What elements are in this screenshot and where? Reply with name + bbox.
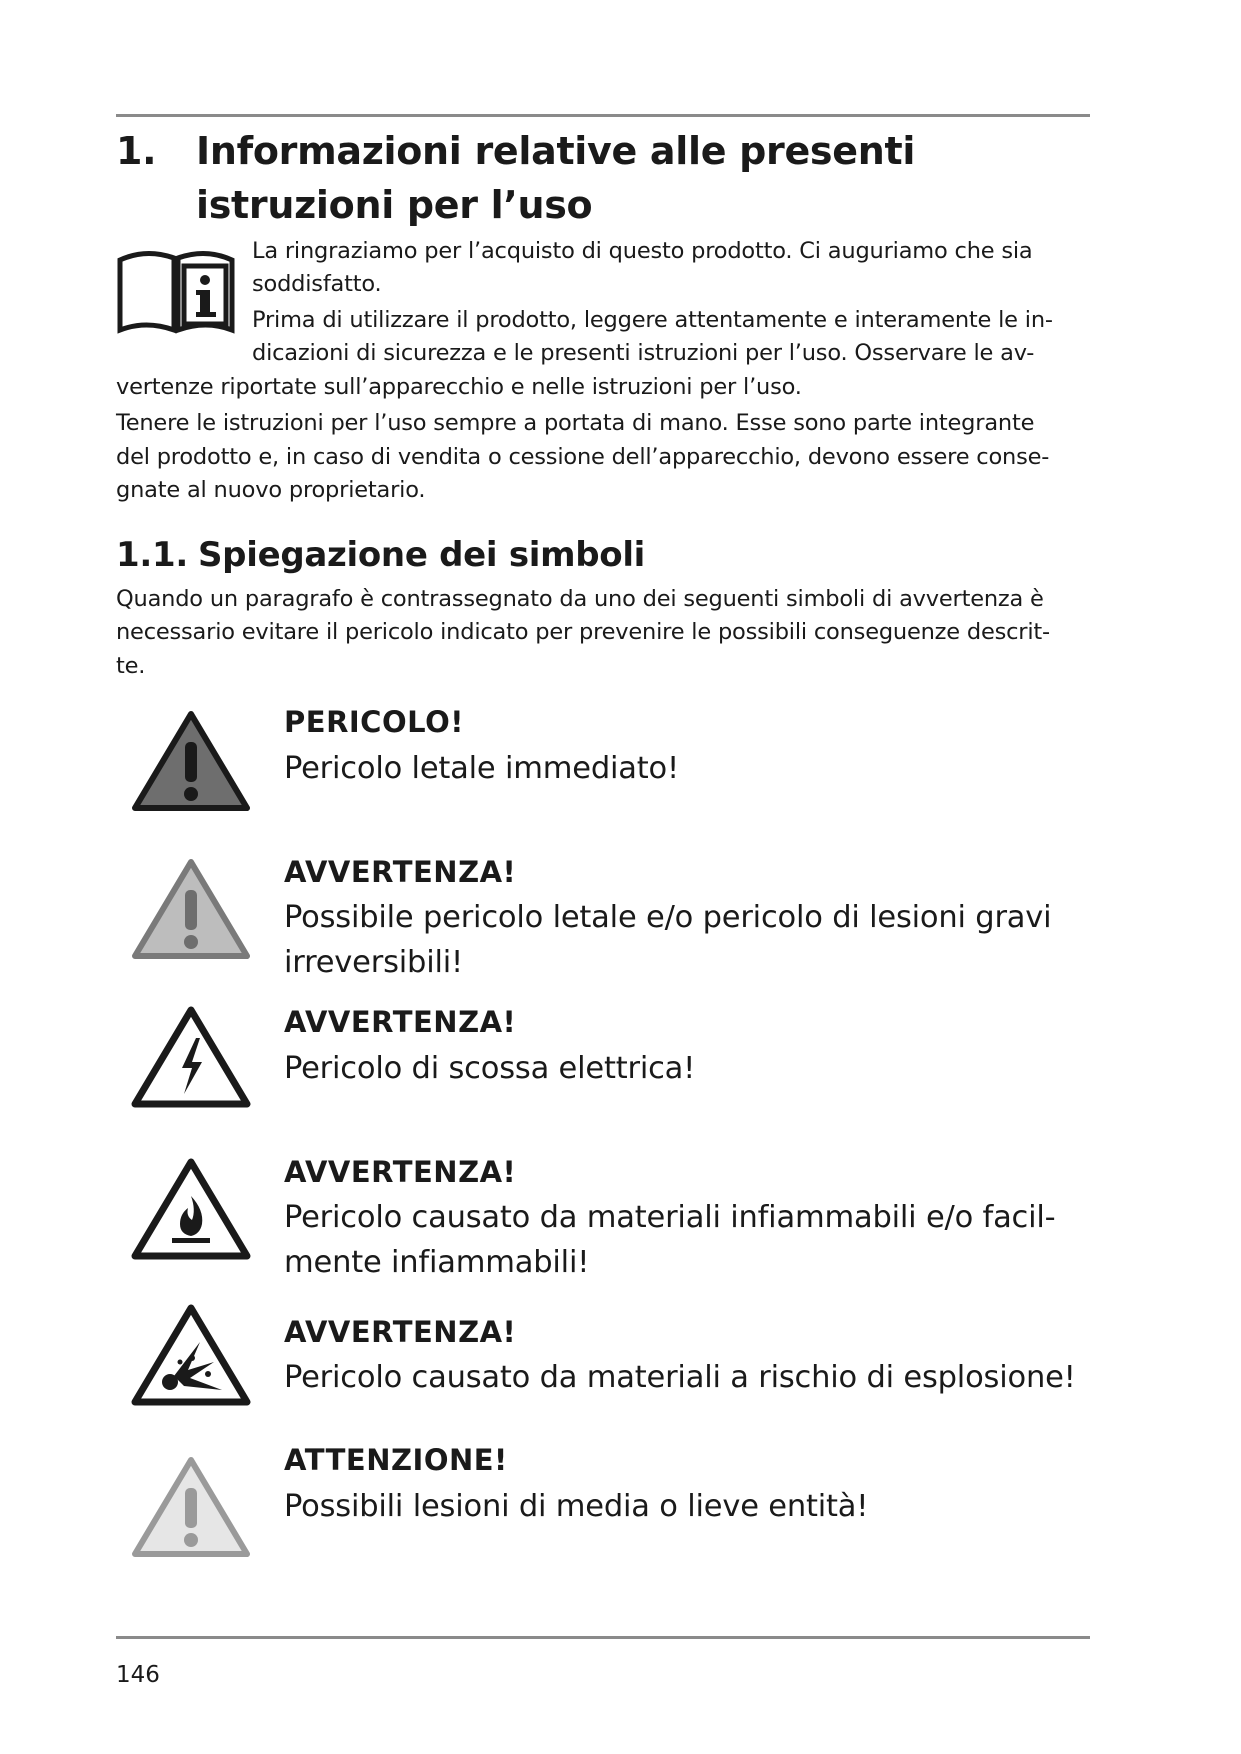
subsection-line-3: te. [116,653,146,679]
symbol-title-explosive: AVVERTENZA! [284,1315,517,1349]
symbol-title-flammable: AVVERTENZA! [284,1155,517,1189]
symbol-text-explosive: Pericolo causato da materiali a rischio di esplosione! [284,1360,1076,1395]
symbol-title-caution: ATTENZIONE! [284,1443,508,1477]
symbol-text-warning-1: Possibile pericolo letale e/o pericolo di lesioni gravi [284,900,1052,935]
warning-triangle-light-icon [130,1454,252,1560]
section-heading [116,124,915,232]
symbol-text-electric: Pericolo di scossa elettrica! [284,1051,696,1086]
warning-triangle-gray-icon [130,856,252,962]
intro-line-5: vertenze riportate sull’apparecchio e nelle istruzioni per l’uso. [116,374,802,400]
subsection-heading [116,530,645,580]
intro-line-1: La ringraziamo per l’acquisto di questo prodotto. Ci auguriamo che sia [252,238,1033,264]
subsection-line-1: Quando un paragrafo è contrassegnato da uno dei seguenti simboli di avvertenza è [116,586,1044,612]
intro-line-7: del prodotto e, in caso di vendita o cessione dell’apparecchio, devono essere conse- [116,444,1050,470]
intro-line-2: soddisfatto. [252,271,382,297]
intro-line-6: Tenere le istruzioni per l’uso sempre a portata di mano. Esse sono parte integrante [116,410,1035,436]
symbol-text-caution: Possibili lesioni di media o lieve entità! [284,1489,869,1524]
symbol-text-flammable-2: mente infiammabili! [284,1245,590,1280]
symbol-text-danger: Pericolo letale immediato! [284,751,679,786]
flammable-triangle-icon [130,1156,252,1262]
top-rule [116,114,1090,117]
symbol-title-warning: AVVERTENZA! [284,855,517,889]
intro-line-4: dicazioni di sicurezza e le presenti istruzioni per l’uso. Osservare le av- [252,340,1035,366]
subsection-title: Spiegazione dei simboli [198,535,646,575]
symbol-title-electric: AVVERTENZA! [284,1005,517,1039]
section-title-line1: Informazioni relative alle presenti [196,129,916,173]
section-number: 1. [116,129,157,173]
symbol-text-flammable-1: Pericolo causato da materiali infiammabili e/o facil- [284,1200,1056,1235]
warning-triangle-dark-icon [130,708,252,814]
section-title-line2: istruzioni per l’uso [196,183,593,227]
page-number: 146 [116,1662,160,1688]
manual-info-icon [116,246,236,338]
intro-line-8: gnate al nuovo proprietario. [116,477,426,503]
explosive-triangle-icon [130,1302,252,1408]
symbol-text-warning-2: irreversibili! [284,945,464,980]
subsection-line-2: necessario evitare il pericolo indicato per prevenire le possibili conseguenze descrit- [116,619,1050,645]
intro-line-3: Prima di utilizzare il prodotto, leggere attentamente e interamente le in- [252,307,1053,333]
subsection-number: 1.1. [116,535,188,575]
symbol-title-danger: PERICOLO! [284,705,464,739]
bottom-rule [116,1636,1090,1639]
electric-shock-triangle-icon [130,1004,252,1110]
